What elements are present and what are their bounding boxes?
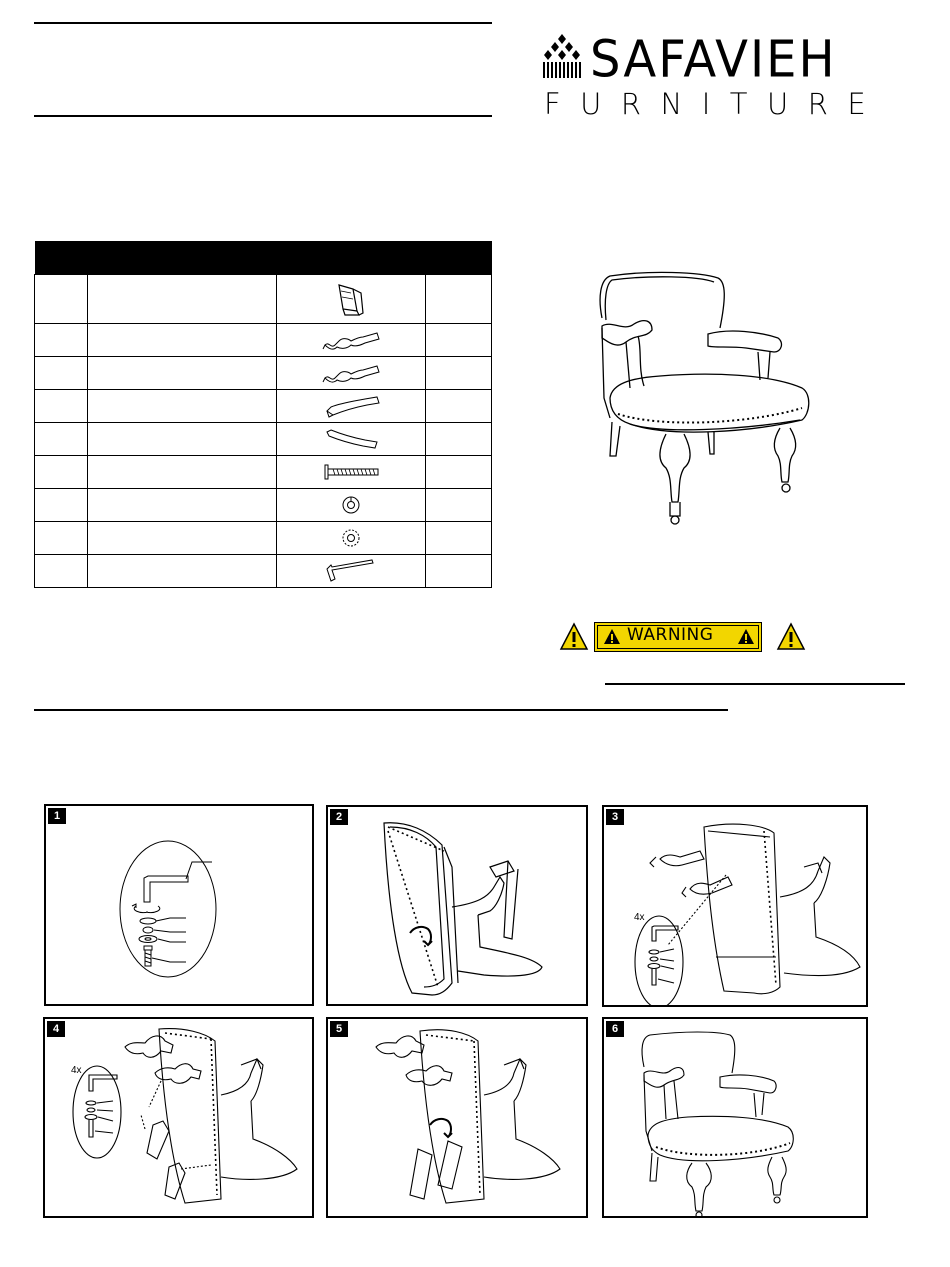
- parts-table-header: [35, 241, 492, 275]
- warning-triangle-icon: [559, 622, 589, 652]
- flat-washer-icon: [339, 526, 363, 550]
- table-row: [35, 423, 492, 456]
- back-leg-icon: [321, 393, 381, 419]
- warning-badge-icon: [737, 628, 755, 646]
- step-2-illustration: [328, 807, 588, 1006]
- brand-mark-icon: [540, 32, 584, 78]
- table-row: [35, 390, 492, 423]
- table-row: [35, 522, 492, 555]
- step-1-number: 1: [48, 808, 66, 824]
- step-4-number: 4: [47, 1021, 65, 1037]
- chair-illustration: [590, 268, 820, 528]
- header-rule-top: [34, 22, 492, 24]
- step-6-panel: [602, 1017, 868, 1218]
- step-1-illustration: [46, 806, 314, 1006]
- warning-badge-icon: [603, 628, 621, 646]
- step-5-panel: [326, 1017, 588, 1218]
- bolt-icon: [319, 460, 383, 484]
- step-4-quantity: 4x: [71, 1065, 82, 1076]
- table-row: [35, 489, 492, 522]
- back-leg-icon: [321, 426, 381, 452]
- step-3-illustration: [604, 807, 868, 1007]
- brand-subtitle: FURNITURE: [544, 87, 886, 121]
- step-2-number: 2: [330, 809, 348, 825]
- section-rule: [34, 709, 728, 711]
- step-5-illustration: [328, 1019, 588, 1218]
- warning-triangle-icon: [776, 622, 806, 652]
- front-leg-icon: [321, 360, 381, 386]
- step-4-illustration: [45, 1019, 314, 1218]
- step-4-panel: [43, 1017, 314, 1218]
- step-3-quantity: 4x: [634, 912, 645, 923]
- lock-washer-icon: [339, 493, 363, 517]
- table-row: [35, 555, 492, 588]
- step-3-number: 3: [606, 809, 624, 825]
- warning-rule: [605, 683, 905, 685]
- step-6-number: 6: [606, 1021, 624, 1037]
- step-5-number: 5: [330, 1021, 348, 1037]
- front-leg-icon: [321, 327, 381, 353]
- brand-name: SAFAVIEH: [590, 30, 837, 89]
- brand-logo: [540, 28, 885, 123]
- step-6-illustration: [604, 1019, 868, 1218]
- step-1-panel: [44, 804, 314, 1006]
- step-3-panel: [602, 805, 868, 1007]
- parts-table: [34, 241, 492, 588]
- step-2-panel: [326, 805, 588, 1006]
- table-row: [35, 456, 492, 489]
- header-rule-bottom: [34, 115, 492, 117]
- allen-key-icon: [321, 559, 381, 583]
- table-row: [35, 357, 492, 390]
- table-row: [35, 324, 492, 357]
- table-row: [35, 275, 492, 324]
- warning-label: WARNING: [627, 625, 714, 645]
- bracket-icon: [331, 279, 371, 319]
- warning-banner: [594, 622, 762, 652]
